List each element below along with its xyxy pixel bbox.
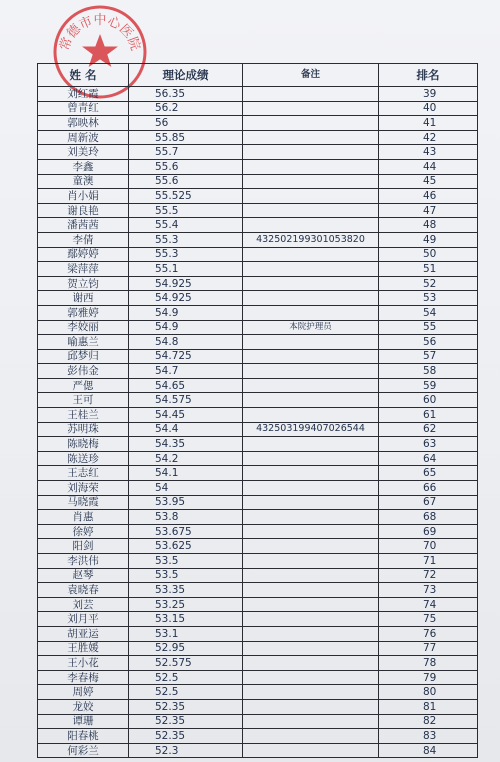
cell-score: 54.65	[129, 378, 243, 393]
table-row	[38, 203, 478, 218]
table-row	[38, 101, 478, 116]
cell-rank: 83	[379, 729, 478, 744]
table-row	[38, 670, 478, 685]
cell-note	[243, 641, 379, 656]
cell-rank: 69	[379, 524, 478, 539]
cell-name: 谭珊	[38, 714, 129, 729]
cell-note	[243, 378, 379, 393]
cell-name: 何彩兰	[38, 743, 129, 758]
cell-note	[243, 145, 379, 160]
cell-score: 52.35	[129, 729, 243, 744]
cell-score: 54.925	[129, 291, 243, 306]
cell-rank: 84	[379, 743, 478, 758]
cell-score: 52.3	[129, 743, 243, 758]
cell-note	[243, 554, 379, 569]
cell-note: 432502199301053820	[243, 232, 379, 247]
table-row	[38, 743, 478, 758]
cell-rank: 64	[379, 451, 478, 466]
cell-note	[243, 349, 379, 364]
cell-score: 56.2	[129, 101, 243, 116]
cell-rank: 74	[379, 597, 478, 612]
cell-note	[243, 203, 379, 218]
cell-name: 李姣丽	[38, 320, 129, 335]
cell-name: 曾青红	[38, 101, 129, 116]
cell-note	[243, 466, 379, 481]
cell-score: 54.9	[129, 320, 243, 335]
cell-score: 53.5	[129, 554, 243, 569]
cell-name: 胡亚运	[38, 626, 129, 641]
cell-name: 谢良艳	[38, 203, 129, 218]
cell-score: 55.6	[129, 159, 243, 174]
cell-score: 53.8	[129, 510, 243, 525]
cell-note	[243, 524, 379, 539]
cell-note	[243, 510, 379, 525]
table-row	[38, 422, 478, 437]
cell-rank: 60	[379, 393, 478, 408]
cell-note	[243, 291, 379, 306]
cell-note	[243, 568, 379, 583]
cell-name: 梁萍萍	[38, 262, 129, 277]
cell-score: 52.575	[129, 656, 243, 671]
cell-rank: 72	[379, 568, 478, 583]
cell-score: 54.925	[129, 276, 243, 291]
table-row	[38, 320, 478, 335]
table-row	[38, 481, 478, 496]
header-rank: 排名	[379, 64, 478, 87]
cell-score: 53.675	[129, 524, 243, 539]
cell-score: 55.85	[129, 130, 243, 145]
cell-name: 肖惠	[38, 510, 129, 525]
cell-name: 谢西	[38, 291, 129, 306]
cell-name: 王桂兰	[38, 408, 129, 423]
cell-score: 56	[129, 116, 243, 131]
cell-note	[243, 189, 379, 204]
cell-score: 53.15	[129, 612, 243, 627]
cell-note	[243, 276, 379, 291]
cell-note	[243, 116, 379, 131]
cell-score: 53.5	[129, 568, 243, 583]
cell-note	[243, 597, 379, 612]
cell-name: 王可	[38, 393, 129, 408]
cell-note	[243, 626, 379, 641]
cell-rank: 42	[379, 130, 478, 145]
cell-rank: 46	[379, 189, 478, 204]
table-row	[38, 87, 478, 102]
cell-name: 李春梅	[38, 670, 129, 685]
cell-score: 56.35	[129, 87, 243, 102]
cell-score: 52.5	[129, 670, 243, 685]
table-row	[38, 568, 478, 583]
table-row	[38, 174, 478, 189]
cell-name: 龙姣	[38, 699, 129, 714]
cell-rank: 63	[379, 437, 478, 452]
table-row	[38, 583, 478, 598]
cell-name: 陈送珍	[38, 451, 129, 466]
table-row	[38, 626, 478, 641]
cell-rank: 58	[379, 364, 478, 379]
cell-rank: 75	[379, 612, 478, 627]
table-row	[38, 393, 478, 408]
cell-rank: 81	[379, 699, 478, 714]
cell-name: 肖小娟	[38, 189, 129, 204]
table-row	[38, 612, 478, 627]
cell-name: 周婷	[38, 685, 129, 700]
table-row	[38, 130, 478, 145]
cell-rank: 54	[379, 305, 478, 320]
cell-score: 53.35	[129, 583, 243, 598]
cell-name: 王小花	[38, 656, 129, 671]
table-row	[38, 349, 478, 364]
cell-name: 郭映林	[38, 116, 129, 131]
cell-score: 54.4	[129, 422, 243, 437]
cell-name: 刘月平	[38, 612, 129, 627]
cell-rank: 41	[379, 116, 478, 131]
cell-rank: 67	[379, 495, 478, 510]
table-row	[38, 276, 478, 291]
cell-rank: 49	[379, 232, 478, 247]
cell-name: 马晓霞	[38, 495, 129, 510]
table-row	[38, 437, 478, 452]
cell-score: 54.8	[129, 335, 243, 350]
cell-name: 喻惠兰	[38, 335, 129, 350]
cell-score: 55.3	[129, 232, 243, 247]
cell-rank: 51	[379, 262, 478, 277]
table-row	[38, 451, 478, 466]
cell-name: 阳剑	[38, 539, 129, 554]
cell-name: 贺立钧	[38, 276, 129, 291]
cell-rank: 61	[379, 408, 478, 423]
header-row	[38, 64, 478, 87]
table-row	[38, 714, 478, 729]
table-row	[38, 729, 478, 744]
cell-note: 432503199407026544	[243, 422, 379, 437]
table-row	[38, 305, 478, 320]
cell-rank: 68	[379, 510, 478, 525]
cell-name: 彭伟金	[38, 364, 129, 379]
table-row	[38, 554, 478, 569]
cell-name: 袁晓春	[38, 583, 129, 598]
cell-score: 52.5	[129, 685, 243, 700]
cell-note	[243, 685, 379, 700]
cell-name: 刘芸	[38, 597, 129, 612]
table-row	[38, 495, 478, 510]
table-row	[38, 408, 478, 423]
cell-score: 55.5	[129, 203, 243, 218]
cell-score: 55.4	[129, 218, 243, 233]
cell-score: 54.575	[129, 393, 243, 408]
cell-rank: 56	[379, 335, 478, 350]
cell-note	[243, 408, 379, 423]
table-row	[38, 189, 478, 204]
cell-score: 52.35	[129, 699, 243, 714]
cell-note	[243, 729, 379, 744]
table-row	[38, 466, 478, 481]
table-row	[38, 232, 478, 247]
table-row	[38, 145, 478, 160]
table-row	[38, 378, 478, 393]
table-row	[38, 656, 478, 671]
cell-name: 周新波	[38, 130, 129, 145]
table-row	[38, 364, 478, 379]
table-row	[38, 524, 478, 539]
cell-note	[243, 101, 379, 116]
table-row	[38, 218, 478, 233]
cell-score: 55.525	[129, 189, 243, 204]
table-row	[38, 116, 478, 131]
table-row	[38, 159, 478, 174]
cell-score: 54.35	[129, 437, 243, 452]
cell-note	[243, 495, 379, 510]
cell-note: 本院护理员	[243, 320, 379, 335]
cell-note	[243, 481, 379, 496]
header-note: 备注	[243, 64, 379, 87]
cell-rank: 50	[379, 247, 478, 262]
cell-name: 严偲	[38, 378, 129, 393]
cell-name: 陈晓梅	[38, 437, 129, 452]
table-row	[38, 685, 478, 700]
cell-note	[243, 670, 379, 685]
header-name: 姓 名	[38, 64, 129, 87]
cell-name: 郭雅婷	[38, 305, 129, 320]
cell-note	[243, 130, 379, 145]
cell-note	[243, 393, 379, 408]
cell-rank: 59	[379, 378, 478, 393]
cell-score: 55.1	[129, 262, 243, 277]
cell-rank: 76	[379, 626, 478, 641]
cell-rank: 65	[379, 466, 478, 481]
table-row	[38, 597, 478, 612]
table-row	[38, 247, 478, 262]
cell-rank: 40	[379, 101, 478, 116]
cell-score: 53.95	[129, 495, 243, 510]
cell-note	[243, 174, 379, 189]
cell-name: 李倩	[38, 232, 129, 247]
header-score: 理论成绩	[129, 64, 243, 87]
cell-rank: 57	[379, 349, 478, 364]
cell-score: 54.45	[129, 408, 243, 423]
cell-name: 苏明珠	[38, 422, 129, 437]
cell-name: 李洪伟	[38, 554, 129, 569]
cell-note	[243, 743, 379, 758]
cell-note	[243, 539, 379, 554]
cell-rank: 82	[379, 714, 478, 729]
table-row	[38, 262, 478, 277]
cell-score: 55.7	[129, 145, 243, 160]
cell-rank: 71	[379, 554, 478, 569]
cell-score: 53.25	[129, 597, 243, 612]
cell-note	[243, 714, 379, 729]
table-row	[38, 641, 478, 656]
cell-name: 李鑫	[38, 159, 129, 174]
cell-rank: 73	[379, 583, 478, 598]
cell-note	[243, 437, 379, 452]
cell-score: 54	[129, 481, 243, 496]
cell-note	[243, 87, 379, 102]
cell-rank: 53	[379, 291, 478, 306]
cell-note	[243, 699, 379, 714]
cell-note	[243, 159, 379, 174]
cell-name: 刘红霞	[38, 87, 129, 102]
cell-rank: 66	[379, 481, 478, 496]
cell-name: 刘海荣	[38, 481, 129, 496]
cell-note	[243, 451, 379, 466]
cell-rank: 48	[379, 218, 478, 233]
cell-rank: 62	[379, 422, 478, 437]
cell-score: 55.3	[129, 247, 243, 262]
cell-name: 鄢婷婷	[38, 247, 129, 262]
cell-score: 53.625	[129, 539, 243, 554]
cell-rank: 44	[379, 159, 478, 174]
seal-text: 常德市中心医院	[57, 13, 143, 53]
cell-rank: 77	[379, 641, 478, 656]
cell-note	[243, 305, 379, 320]
cell-score: 54.2	[129, 451, 243, 466]
cell-rank: 55	[379, 320, 478, 335]
cell-rank: 43	[379, 145, 478, 160]
cell-score: 54.7	[129, 364, 243, 379]
cell-rank: 70	[379, 539, 478, 554]
cell-name: 邱梦归	[38, 349, 129, 364]
cell-note	[243, 612, 379, 627]
cell-note	[243, 583, 379, 598]
cell-name: 赵琴	[38, 568, 129, 583]
score-table	[37, 63, 478, 758]
cell-note	[243, 247, 379, 262]
cell-note	[243, 364, 379, 379]
cell-rank: 52	[379, 276, 478, 291]
cell-note	[243, 218, 379, 233]
cell-score: 53.1	[129, 626, 243, 641]
cell-note	[243, 656, 379, 671]
cell-rank: 47	[379, 203, 478, 218]
cell-note	[243, 335, 379, 350]
table-row	[38, 291, 478, 306]
cell-name: 王胜媛	[38, 641, 129, 656]
cell-score: 52.95	[129, 641, 243, 656]
cell-score: 54.1	[129, 466, 243, 481]
cell-name: 徐婷	[38, 524, 129, 539]
cell-name: 阳春桃	[38, 729, 129, 744]
cell-score: 54.9	[129, 305, 243, 320]
cell-name: 刘美玲	[38, 145, 129, 160]
cell-rank: 45	[379, 174, 478, 189]
table-row	[38, 699, 478, 714]
cell-score: 52.35	[129, 714, 243, 729]
table-row	[38, 539, 478, 554]
cell-score: 55.6	[129, 174, 243, 189]
cell-score: 54.725	[129, 349, 243, 364]
cell-rank: 39	[379, 87, 478, 102]
cell-rank: 79	[379, 670, 478, 685]
cell-note	[243, 262, 379, 277]
table-row	[38, 335, 478, 350]
cell-rank: 78	[379, 656, 478, 671]
cell-name: 王志红	[38, 466, 129, 481]
cell-rank: 80	[379, 685, 478, 700]
cell-name: 潘茜茜	[38, 218, 129, 233]
table-row	[38, 510, 478, 525]
cell-name: 童澳	[38, 174, 129, 189]
